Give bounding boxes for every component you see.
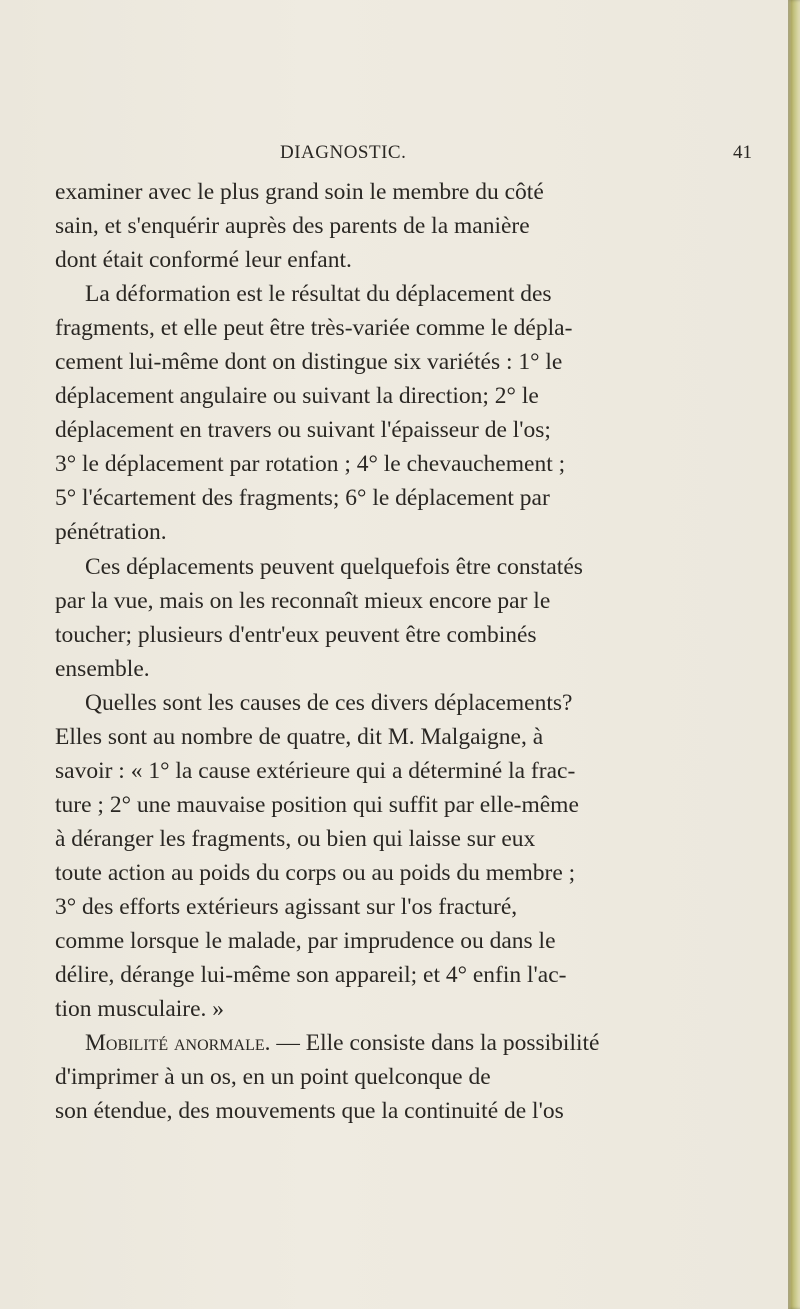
text-line: ture ; 2° une mauvaise position qui suffit par elle-même [55,791,579,818]
text-line: Ces déplacements peuvent quelquefois être constatés [85,553,583,580]
text-line: déplacement en travers ou suivant l'épaisseur de l'os; [55,417,551,444]
text-line: délire, dérange lui-même son appareil; et 4° enfin l'ac- [55,962,567,989]
section-line [55,1026,800,1060]
page-number: 41 [733,142,752,163]
text-line: Quelles sont les causes de ces divers déplacements? [85,689,573,716]
text-line: fragments, et elle peut être très-variée comme le dépla- [55,315,573,342]
text-line: 3° des efforts extérieurs agissant sur l'os fracturé, [55,893,518,920]
text-line: La déformation est le résultat du déplacement des [85,281,552,308]
body-text [55,175,800,1128]
text-line: Elles sont au nombre de quatre, dit M. Malgaigne, à [55,723,544,750]
text-line: déplacement angulaire ou suivant la direction; 2° le [55,383,539,410]
text-line: sain, et s'enquérir auprès des parents de la manière [55,213,530,240]
text-line: toucher; plusieurs d'entr'eux peuvent être combinés [55,621,537,648]
text-line: par la vue, mais on les reconnaît mieux encore par le [55,587,551,614]
text-line: comme lorsque le malade, par imprudence ou dans le [55,928,556,955]
text-line: cement lui-même dont on distingue six variétés : 1° le [55,349,563,376]
running-head [60,142,750,168]
text-line: examiner avec le plus grand soin le membre du côté [55,179,544,205]
text-line: pénétration. [55,519,167,546]
text-line: son étendue, des mouvements que la continuité de l'os [55,1098,564,1125]
text-line: dont était conformé leur enfant. [55,247,352,274]
text-line: à déranger les fragments, ou bien qui laisse sur eux [55,825,536,852]
running-title: DIAGNOSTIC. [280,142,407,163]
text-line: 5° l'écartement des fragments; 6° le déplacement par [55,485,550,512]
text-line: tion musculaire. » [55,996,225,1023]
text-line: 3° le déplacement par rotation ; 4° le chevauchement ; [55,451,566,478]
text-line: ensemble. [55,655,150,682]
text-line: savoir : « 1° la cause extérieure qui a déterminé la frac- [55,757,576,784]
section-heading: Mobilité anormale. [85,1030,271,1057]
text-line: toute action au poids du corps ou au poids du membre ; [55,859,576,886]
page-edge [788,0,800,1309]
section-lead-text: — Elle consiste dans la possibilité [270,1030,600,1057]
text-line: d'imprimer à un os, en un point quelconque de [55,1064,491,1091]
